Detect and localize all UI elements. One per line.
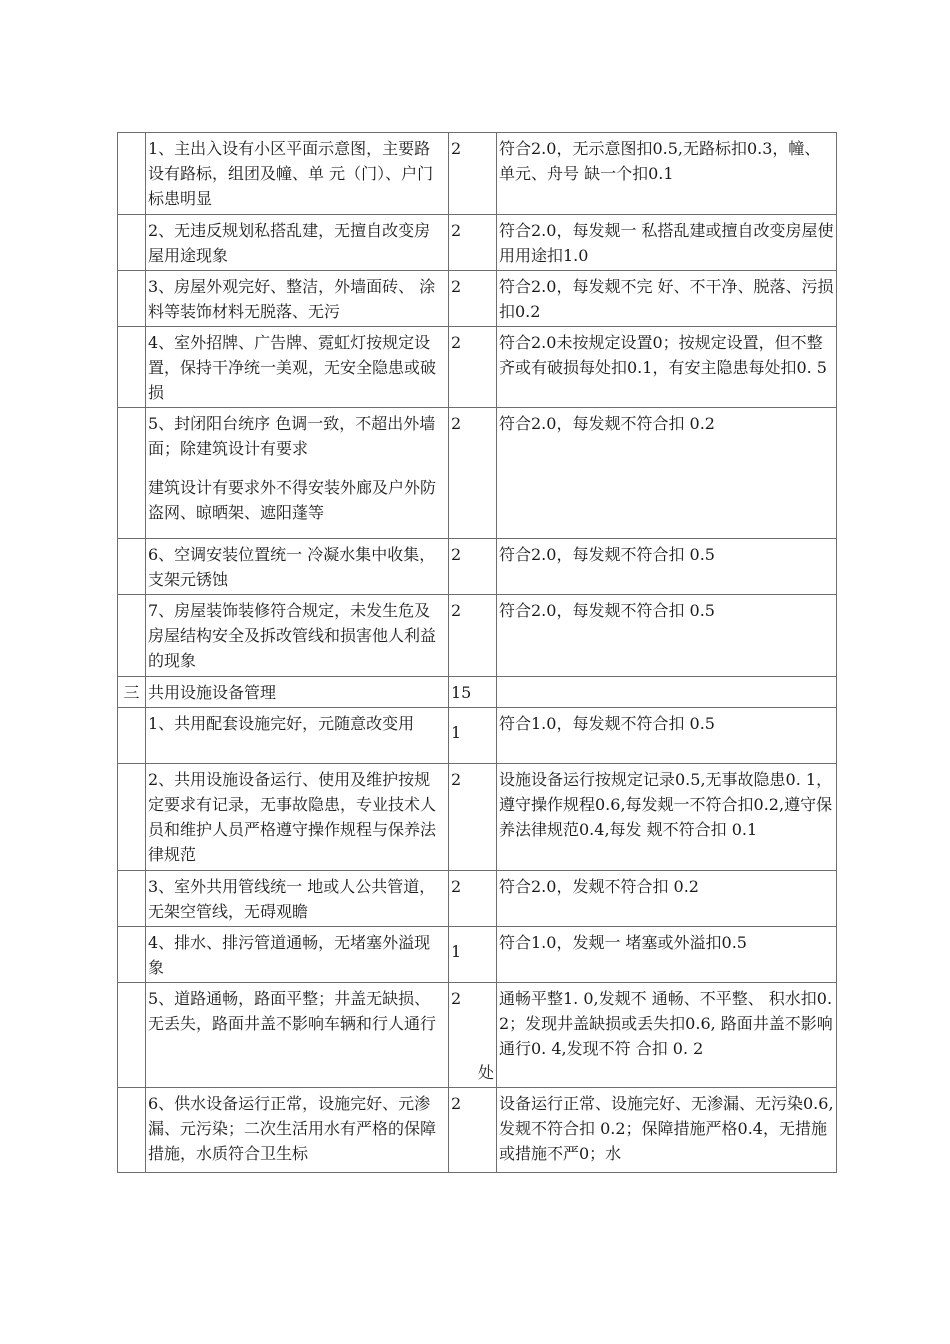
score-value-text: 1	[451, 723, 462, 742]
item-text	[146, 408, 449, 539]
table-row	[118, 595, 837, 677]
section-title: 共用设施设备管理	[146, 677, 449, 708]
scoring-standard: 符合2.0，每发觌不符合扣 0.2	[497, 408, 837, 539]
item-text: 6、空调安装位置统一 冷凝水集中收集，支架元锈蚀	[146, 539, 449, 595]
score-value: 2	[449, 871, 497, 927]
section-header-row	[118, 677, 837, 708]
table-row	[118, 133, 837, 215]
scoring-standard: 符合2.0，每发觌不符合扣 0.5	[497, 595, 837, 677]
item-text: 2、无违反规划私搭乱建，无擅自改变房屋用途现象	[146, 215, 449, 271]
item-text-clipped: 6、供水设备运行正常，设施完好、元渗漏、元污染；二次生活用水有严格的保障措施，水质符合卫生标	[148, 1094, 437, 1163]
scoring-standard: 符合1.0，每发觌不符合扣 0.5	[497, 708, 837, 764]
score-value: 2	[449, 595, 497, 677]
scoring-standard	[497, 677, 837, 708]
item-text-part: 建筑设计有要求外不得安装外廊及户外防盗网、晾晒架、遮阳蓬等	[148, 478, 437, 522]
scoring-standard: 符合2.0未按规定设置0；按规定设置，但不整齐或有破损每处扣0.1，有安主隐患每处扣0. 5	[497, 327, 837, 408]
item-text: 5、道路通畅，路面平整；井盖无缺损、无丢失，路面井盖不影响车辆和行人通行	[146, 983, 449, 1088]
item-text: 4、室外招牌、广告牌、霓虹灯按规定设置，保持干净统一美观，无安全隐患或破损	[146, 327, 449, 408]
table-row	[118, 983, 837, 1088]
score-value-text: 2	[451, 989, 462, 1008]
item-text: 2、共用设施设备运行、使用及维护按规定要求有记录，无事故隐患，专业技术人员和维护人员严格遵守操作规程与保养法律规范	[146, 764, 449, 871]
row-index	[118, 927, 146, 983]
score-value: 2	[449, 1088, 497, 1173]
row-index	[118, 708, 146, 764]
scoring-standard: 符合2.0，每发觌一 私搭乱建或擅自改变房屋使用用途扣1.0	[497, 215, 837, 271]
item-text-part: 5、封闭阳台统序 色调一致，不超出外墙面；除建筑设计有要求	[148, 414, 436, 458]
table-row	[118, 408, 837, 539]
item-text: 1、主出入设有小区平面示意图，主要路设有路标，组团及幢、单 元（门）、户门标患明显	[146, 133, 449, 215]
item-text: 7、房屋装饰装修符合规定，未发生危及房屋结构安全及拆改管线和损害他人利益的现象	[146, 595, 449, 677]
scoring-standard: 通畅平整1. 0,发觌不 通畅、不平整、 积水扣0.2；发现井盖缺损或丢失扣0.6, 路面井盖不影响通行0. 4,发现不符 合扣 0. 2	[497, 983, 837, 1088]
score-value: 2	[449, 271, 497, 327]
row-index	[118, 1088, 146, 1173]
item-text: 3、室外共用管线统一 地或人公共管道，无架空管线，无碍观瞻	[146, 871, 449, 927]
row-index	[118, 215, 146, 271]
scoring-standard: 符合2.0，无示意图扣0.5,无路标扣0.3，幢、单元、舟号 缺一个扣0.1	[497, 133, 837, 215]
row-index	[118, 271, 146, 327]
score-value-text: 1	[451, 942, 462, 961]
score-value: 2	[449, 539, 497, 595]
score-note: 处	[477, 1063, 494, 1082]
table-row	[118, 327, 837, 408]
scoring-standard: 设施设备运行按规定记录0.5,无事故隐患0. 1，遵守操作规程0.6,每发觌一不符合扣0.2,遵守保养法律规范0.4,每发 觌不符合扣 0.1	[497, 764, 837, 871]
row-index	[118, 983, 146, 1088]
scoring-standard	[497, 1088, 837, 1173]
item-text	[146, 1088, 449, 1173]
scoring-table	[117, 132, 837, 1173]
score-value	[449, 927, 497, 983]
table-row	[118, 871, 837, 927]
scoring-standard: 符合2.0，每发觌不完 好、不干净、脱落、污损扣0.2	[497, 271, 837, 327]
scoring-standard: 符合2.0，发觌不符合扣 0.2	[497, 871, 837, 927]
score-value	[449, 983, 497, 1088]
score-value	[449, 708, 497, 764]
row-index	[118, 764, 146, 871]
table-row	[118, 708, 837, 764]
table-row	[118, 271, 837, 327]
score-value: 2	[449, 327, 497, 408]
item-text: 1、共用配套设施完好，元随意改变用	[146, 708, 449, 764]
score-value: 2	[449, 133, 497, 215]
table-row	[118, 539, 837, 595]
row-index	[118, 408, 146, 539]
score-value: 2	[449, 408, 497, 539]
item-text: 4、排水、排污管道通畅，无堵塞外溢现象	[146, 927, 449, 983]
row-index	[118, 871, 146, 927]
score-value: 2	[449, 764, 497, 871]
row-index	[118, 539, 146, 595]
table-row	[118, 1088, 837, 1173]
item-text	[146, 271, 449, 327]
section-score: 15	[449, 677, 497, 708]
section-index: 三	[118, 677, 146, 708]
score-value: 2	[449, 215, 497, 271]
table-row	[118, 215, 837, 271]
row-index	[118, 327, 146, 408]
scoring-standard: 符合1.0，发觌一 堵塞或外溢扣0.5	[497, 927, 837, 983]
table-row	[118, 764, 837, 871]
table-row	[118, 927, 837, 983]
scoring-standard: 符合2.0，每发觌不符合扣 0.5	[497, 539, 837, 595]
row-index	[118, 133, 146, 215]
row-index	[118, 595, 146, 677]
item-text-clipped: 3、房屋外观完好、整洁，外墙面砖、 涂料等装饰材料无脱落、无污	[148, 277, 436, 321]
scoring-standard-clipped: 设备运行正常、设施完好、无渗漏、无污染0.6,发觌不符合扣 0.2；保障措施严格0.4，无措施或措施不严0；水	[499, 1094, 834, 1163]
